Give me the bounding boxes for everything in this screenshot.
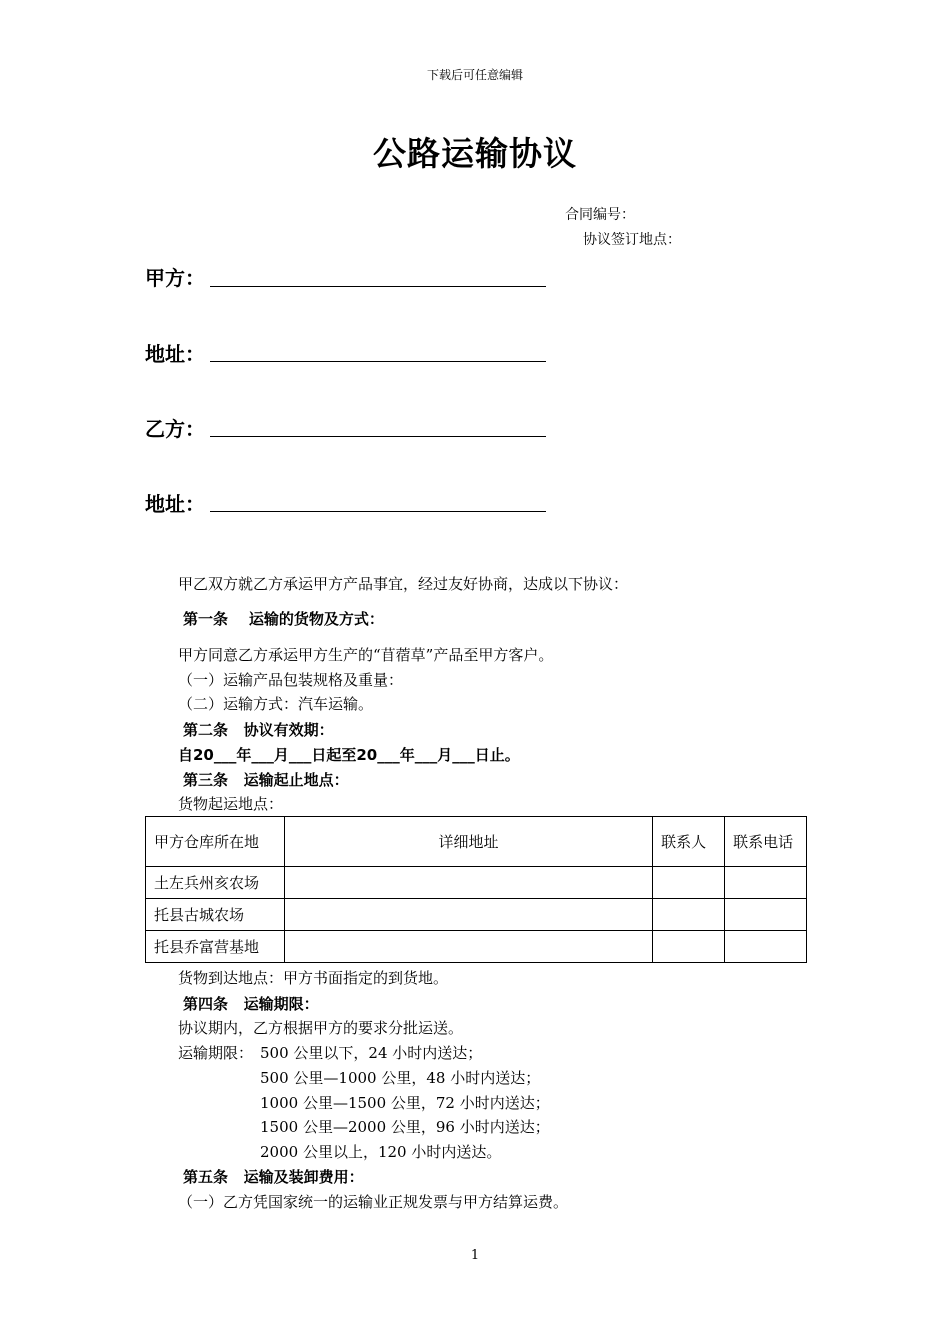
party-a-address-blank-line xyxy=(210,360,546,362)
table-header-cell: 甲方仓库所在地 xyxy=(146,817,285,867)
article-1-title: 第一条 运输的货物及方式： xyxy=(183,610,384,628)
article-2-validity-line: 自20___年___月___日起至20___年___月___日止。 xyxy=(178,746,520,764)
table-row xyxy=(146,867,807,899)
table-cell xyxy=(284,867,652,899)
header-note: 下载后可任意编辑 xyxy=(426,68,523,82)
table-cell xyxy=(653,899,725,931)
party-b-blank-line xyxy=(210,435,546,437)
party-b-address-blank-line xyxy=(210,510,546,512)
table-cell xyxy=(653,931,725,963)
article-1-line-1: 甲方同意乙方承运甲方生产的“苜蓿草”产品至甲方客户。 xyxy=(178,646,554,664)
table-header-cell: 联系人 xyxy=(653,817,725,867)
article-3-destination: 货物到达地点：甲方书面指定的到货地。 xyxy=(178,969,449,987)
table-cell xyxy=(725,931,807,963)
table-header-cell: 联系电话 xyxy=(725,817,807,867)
table-header-cell: 详细地址 xyxy=(284,817,652,867)
party-a-address-label: 地址： xyxy=(145,342,205,366)
party-a-label: 甲方： xyxy=(145,266,205,290)
document-title: 公路运输协议 xyxy=(373,134,577,173)
table-cell: 土左兵州亥农场 xyxy=(146,867,285,899)
article-4-term: 1500 公里—2000 公里，96 小时内送达； xyxy=(260,1118,550,1136)
table-row xyxy=(146,931,807,963)
article-1-line-2: （一）运输产品包装规格及重量： xyxy=(178,671,404,689)
contract-number-label: 合同编号： xyxy=(565,207,635,223)
table-cell xyxy=(284,899,652,931)
article-5-line-1: （一）乙方凭国家统一的运输业正规发票与甲方结算运费。 xyxy=(178,1193,569,1211)
table-cell xyxy=(725,867,807,899)
party-b-address-label: 地址： xyxy=(145,492,205,516)
article-4-title: 第四条 运输期限： xyxy=(183,995,319,1013)
page-number: 1 xyxy=(470,1248,480,1263)
article-4-line-1: 协议期内，乙方根据甲方的要求分批运送。 xyxy=(178,1019,464,1037)
article-3-origin-label: 货物起运地点： xyxy=(178,795,284,813)
party-a-blank-line xyxy=(210,285,546,287)
table-cell: 托县乔富营基地 xyxy=(146,931,285,963)
article-4-term: 500 公里—1000 公里，48 小时内送达； xyxy=(260,1069,541,1087)
table-cell: 托县古城农场 xyxy=(146,899,285,931)
article-3-title: 第三条 运输起止地点： xyxy=(183,771,349,789)
party-b-label: 乙方： xyxy=(145,417,205,441)
article-4-term: 500 公里以下，24 小时内送达； xyxy=(260,1044,483,1062)
table-cell xyxy=(284,931,652,963)
article-5-title: 第五条 运输及装卸费用： xyxy=(183,1168,364,1186)
sign-place-label: 协议签订地点： xyxy=(583,232,681,248)
table-cell xyxy=(725,899,807,931)
table-header-row xyxy=(146,817,807,867)
article-4-terms-label: 运输期限： xyxy=(178,1044,254,1062)
table-row xyxy=(146,899,807,931)
article-4-term: 1000 公里—1500 公里，72 小时内送达； xyxy=(260,1094,550,1112)
table-cell xyxy=(653,867,725,899)
article-4-term: 2000 公里以上，120 小时内送达。 xyxy=(260,1143,502,1161)
intro-paragraph: 甲乙双方就乙方承运甲方产品事宜，经过友好协商，达成以下协议： xyxy=(178,575,629,593)
article-1-line-3: （二）运输方式：汽车运输。 xyxy=(178,695,374,713)
location-table xyxy=(145,816,807,963)
article-2-title: 第二条 协议有效期： xyxy=(183,721,334,739)
